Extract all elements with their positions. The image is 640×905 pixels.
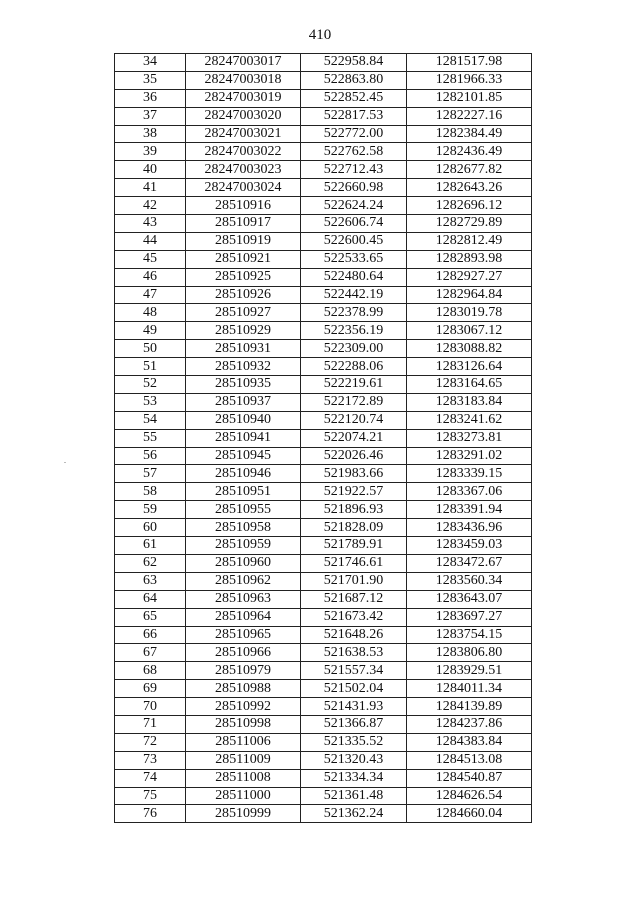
row-index-cell: 39 [115,143,186,161]
y-coordinate-cell: 1283183.84 [407,393,532,411]
y-coordinate-cell: 1282927.27 [407,268,532,286]
x-coordinate-cell: 522852.45 [301,89,407,107]
point-id-cell: 28247003023 [186,161,301,179]
row-index-cell: 70 [115,698,186,716]
x-coordinate-cell: 522120.74 [301,411,407,429]
y-coordinate-cell: 1284540.87 [407,769,532,787]
row-index-cell: 71 [115,715,186,733]
table-row [115,715,532,733]
point-id-cell: 28247003019 [186,89,301,107]
table-row [115,179,532,197]
point-id-cell: 28510966 [186,644,301,662]
y-coordinate-cell: 1283436.96 [407,519,532,537]
y-coordinate-cell: 1283459.03 [407,537,532,555]
x-coordinate-cell: 522958.84 [301,54,407,72]
x-coordinate-cell: 521431.93 [301,698,407,716]
y-coordinate-cell: 1283643.07 [407,590,532,608]
table-row [115,429,532,447]
table-row [115,698,532,716]
row-index-cell: 53 [115,393,186,411]
coordinates-table [114,53,532,823]
x-coordinate-cell: 521638.53 [301,644,407,662]
y-coordinate-cell: 1283929.51 [407,662,532,680]
x-coordinate-cell: 522863.80 [301,71,407,89]
x-coordinate-cell: 521789.91 [301,537,407,555]
point-id-cell: 28510998 [186,715,301,733]
point-id-cell: 28511006 [186,733,301,751]
table-row [115,787,532,805]
page-number: 410 [308,27,332,43]
point-id-cell: 28510919 [186,232,301,250]
row-index-cell: 60 [115,519,186,537]
row-index-cell: 41 [115,179,186,197]
point-id-cell: 28510927 [186,304,301,322]
point-id-cell: 28510960 [186,554,301,572]
row-index-cell: 59 [115,501,186,519]
point-id-cell: 28510965 [186,626,301,644]
table-row [115,393,532,411]
x-coordinate-cell: 521502.04 [301,680,407,698]
row-index-cell: 43 [115,215,186,233]
y-coordinate-cell: 1282729.89 [407,215,532,233]
row-index-cell: 63 [115,572,186,590]
y-coordinate-cell: 1284383.84 [407,733,532,751]
point-id-cell: 28510916 [186,197,301,215]
table-row [115,358,532,376]
row-index-cell: 69 [115,680,186,698]
y-coordinate-cell: 1284513.08 [407,751,532,769]
y-coordinate-cell: 1283560.34 [407,572,532,590]
row-index-cell: 47 [115,286,186,304]
y-coordinate-cell: 1284626.54 [407,787,532,805]
x-coordinate-cell: 522442.19 [301,286,407,304]
y-coordinate-cell: 1283088.82 [407,340,532,358]
table-row [115,733,532,751]
row-index-cell: 73 [115,751,186,769]
y-coordinate-cell: 1282227.16 [407,107,532,125]
table-row [115,304,532,322]
table-row [115,644,532,662]
point-id-cell: 28510992 [186,698,301,716]
row-index-cell: 35 [115,71,186,89]
y-coordinate-cell: 1283273.81 [407,429,532,447]
y-coordinate-cell: 1283806.80 [407,644,532,662]
table-row [115,537,532,555]
x-coordinate-cell: 521648.26 [301,626,407,644]
point-id-cell: 28247003017 [186,54,301,72]
row-index-cell: 68 [115,662,186,680]
point-id-cell: 28510931 [186,340,301,358]
table-row [115,554,532,572]
row-index-cell: 45 [115,250,186,268]
scan-artifact [64,462,66,463]
y-coordinate-cell: 1283291.02 [407,447,532,465]
row-index-cell: 66 [115,626,186,644]
row-index-cell: 74 [115,769,186,787]
point-id-cell: 28511009 [186,751,301,769]
row-index-cell: 46 [115,268,186,286]
x-coordinate-cell: 522074.21 [301,429,407,447]
row-index-cell: 72 [115,733,186,751]
x-coordinate-cell: 521673.42 [301,608,407,626]
table-row [115,680,532,698]
row-index-cell: 57 [115,465,186,483]
table-row [115,161,532,179]
row-index-cell: 62 [115,554,186,572]
y-coordinate-cell: 1282101.85 [407,89,532,107]
point-id-cell: 28511000 [186,787,301,805]
table-row [115,483,532,501]
x-coordinate-cell: 522378.99 [301,304,407,322]
table-row [115,107,532,125]
row-index-cell: 58 [115,483,186,501]
table-row [115,805,532,823]
point-id-cell: 28247003024 [186,179,301,197]
point-id-cell: 28510929 [186,322,301,340]
point-id-cell: 28510979 [186,662,301,680]
y-coordinate-cell: 1282893.98 [407,250,532,268]
table-row [115,197,532,215]
row-index-cell: 40 [115,161,186,179]
x-coordinate-cell: 522288.06 [301,358,407,376]
point-id-cell: 28247003022 [186,143,301,161]
table-row [115,89,532,107]
row-index-cell: 48 [115,304,186,322]
y-coordinate-cell: 1282812.49 [407,232,532,250]
point-id-cell: 28247003021 [186,125,301,143]
point-id-cell: 28510964 [186,608,301,626]
x-coordinate-cell: 522762.58 [301,143,407,161]
row-index-cell: 76 [115,805,186,823]
table-row [115,286,532,304]
coordinates-table-body [115,54,532,823]
table-row [115,125,532,143]
point-id-cell: 28510917 [186,215,301,233]
y-coordinate-cell: 1282696.12 [407,197,532,215]
y-coordinate-cell: 1284237.86 [407,715,532,733]
point-id-cell: 28510946 [186,465,301,483]
row-index-cell: 38 [115,125,186,143]
x-coordinate-cell: 521983.66 [301,465,407,483]
point-id-cell: 28511008 [186,769,301,787]
x-coordinate-cell: 521362.24 [301,805,407,823]
y-coordinate-cell: 1284139.89 [407,698,532,716]
table-row [115,250,532,268]
point-id-cell: 28510958 [186,519,301,537]
y-coordinate-cell: 1283391.94 [407,501,532,519]
y-coordinate-cell: 1284011.34 [407,680,532,698]
x-coordinate-cell: 522480.64 [301,268,407,286]
point-id-cell: 28247003020 [186,107,301,125]
x-coordinate-cell: 522026.46 [301,447,407,465]
x-coordinate-cell: 522172.89 [301,393,407,411]
point-id-cell: 28510926 [186,286,301,304]
y-coordinate-cell: 1283126.64 [407,358,532,376]
x-coordinate-cell: 522772.00 [301,125,407,143]
row-index-cell: 61 [115,537,186,555]
point-id-cell: 28510935 [186,376,301,394]
table-row [115,626,532,644]
table-row [115,662,532,680]
x-coordinate-cell: 522712.43 [301,161,407,179]
point-id-cell: 28510921 [186,250,301,268]
table-row [115,590,532,608]
table-row [115,71,532,89]
x-coordinate-cell: 522533.65 [301,250,407,268]
y-coordinate-cell: 1283164.65 [407,376,532,394]
table-row [115,447,532,465]
table-row [115,143,532,161]
row-index-cell: 64 [115,590,186,608]
point-id-cell: 28510941 [186,429,301,447]
point-id-cell: 28510959 [186,537,301,555]
point-id-cell: 28510937 [186,393,301,411]
x-coordinate-cell: 522624.24 [301,197,407,215]
table-row [115,501,532,519]
x-coordinate-cell: 521896.93 [301,501,407,519]
y-coordinate-cell: 1282384.49 [407,125,532,143]
x-coordinate-cell: 521701.90 [301,572,407,590]
row-index-cell: 34 [115,54,186,72]
row-index-cell: 51 [115,358,186,376]
x-coordinate-cell: 522600.45 [301,232,407,250]
x-coordinate-cell: 522219.61 [301,376,407,394]
y-coordinate-cell: 1282643.26 [407,179,532,197]
x-coordinate-cell: 521361.48 [301,787,407,805]
row-index-cell: 75 [115,787,186,805]
y-coordinate-cell: 1283697.27 [407,608,532,626]
x-coordinate-cell: 521746.61 [301,554,407,572]
table-row [115,608,532,626]
row-index-cell: 50 [115,340,186,358]
x-coordinate-cell: 521366.87 [301,715,407,733]
row-index-cell: 37 [115,107,186,125]
row-index-cell: 42 [115,197,186,215]
y-coordinate-cell: 1282436.49 [407,143,532,161]
x-coordinate-cell: 522660.98 [301,179,407,197]
x-coordinate-cell: 521334.34 [301,769,407,787]
y-coordinate-cell: 1283241.62 [407,411,532,429]
table-row [115,572,532,590]
y-coordinate-cell: 1284660.04 [407,805,532,823]
row-index-cell: 52 [115,376,186,394]
x-coordinate-cell: 522606.74 [301,215,407,233]
y-coordinate-cell: 1283339.15 [407,465,532,483]
x-coordinate-cell: 522356.19 [301,322,407,340]
x-coordinate-cell: 522817.53 [301,107,407,125]
y-coordinate-cell: 1283472.67 [407,554,532,572]
y-coordinate-cell: 1281517.98 [407,54,532,72]
row-index-cell: 67 [115,644,186,662]
row-index-cell: 36 [115,89,186,107]
point-id-cell: 28510963 [186,590,301,608]
point-id-cell: 28510940 [186,411,301,429]
table-row [115,465,532,483]
y-coordinate-cell: 1282964.84 [407,286,532,304]
point-id-cell: 28510999 [186,805,301,823]
table-row [115,751,532,769]
table-row [115,340,532,358]
table-row [115,376,532,394]
y-coordinate-cell: 1283067.12 [407,322,532,340]
row-index-cell: 54 [115,411,186,429]
table-row [115,54,532,72]
point-id-cell: 28510925 [186,268,301,286]
table-row [115,519,532,537]
y-coordinate-cell: 1281966.33 [407,71,532,89]
table-row [115,268,532,286]
x-coordinate-cell: 521922.57 [301,483,407,501]
table-row [115,769,532,787]
point-id-cell: 28510932 [186,358,301,376]
x-coordinate-cell: 521687.12 [301,590,407,608]
y-coordinate-cell: 1282677.82 [407,161,532,179]
x-coordinate-cell: 521828.09 [301,519,407,537]
point-id-cell: 28510945 [186,447,301,465]
y-coordinate-cell: 1283367.06 [407,483,532,501]
row-index-cell: 56 [115,447,186,465]
point-id-cell: 28510988 [186,680,301,698]
row-index-cell: 55 [115,429,186,447]
point-id-cell: 28247003018 [186,71,301,89]
table-row [115,411,532,429]
row-index-cell: 49 [115,322,186,340]
row-index-cell: 65 [115,608,186,626]
x-coordinate-cell: 521557.34 [301,662,407,680]
table-row [115,232,532,250]
point-id-cell: 28510955 [186,501,301,519]
y-coordinate-cell: 1283754.15 [407,626,532,644]
point-id-cell: 28510962 [186,572,301,590]
table-row [115,322,532,340]
table-row [115,215,532,233]
y-coordinate-cell: 1283019.78 [407,304,532,322]
row-index-cell: 44 [115,232,186,250]
x-coordinate-cell: 521320.43 [301,751,407,769]
x-coordinate-cell: 521335.52 [301,733,407,751]
x-coordinate-cell: 522309.00 [301,340,407,358]
point-id-cell: 28510951 [186,483,301,501]
